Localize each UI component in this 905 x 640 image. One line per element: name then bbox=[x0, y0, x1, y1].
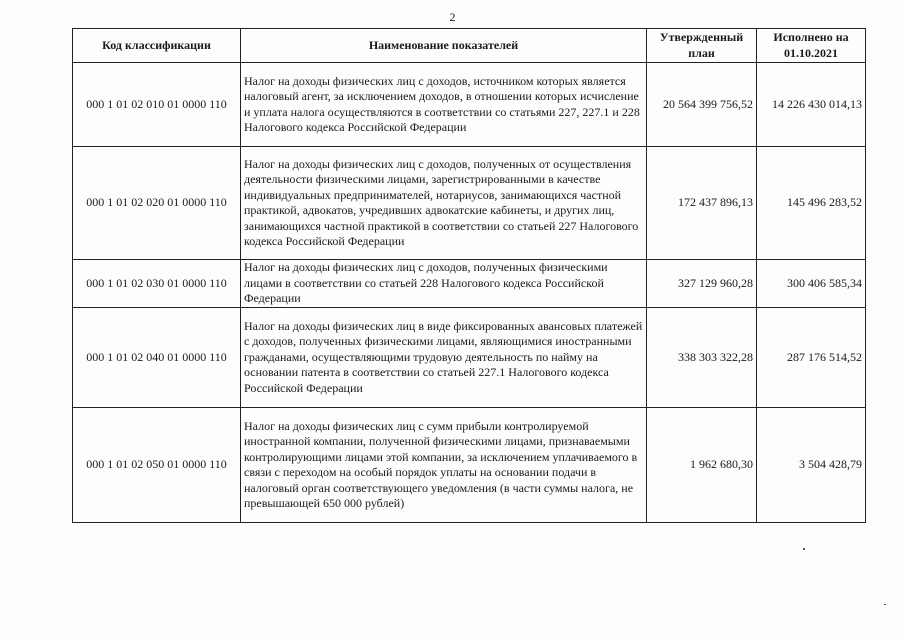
cell-name: Налог на доходы физических лиц с доходов, полученных физическими лицами в соответствии со статьей 228 Налогового кодекса Российской Федерации bbox=[241, 260, 647, 308]
cell-plan: 20 564 399 756,52 bbox=[647, 63, 757, 147]
scan-speck bbox=[884, 604, 886, 605]
cell-executed: 145 496 283,52 bbox=[757, 147, 866, 260]
table-row bbox=[73, 260, 866, 308]
header-plan: Утвержденный план bbox=[647, 29, 757, 63]
header-code: Код классификации bbox=[73, 29, 241, 63]
cell-name: Налог на доходы физических лиц с сумм прибыли контролируемой иностранной компании, полученной физическими лицами, признаваемыми контролирующими лицами этой компании, за исключением уплачиваемого в связи с переходом на особый порядок уплаты на основании подачи в налоговый орган соответствующего уведомления (в части суммы налога, не превышающей 650 000 рублей) bbox=[241, 408, 647, 523]
page-number: 2 bbox=[449, 10, 456, 24]
cell-plan: 1 962 680,30 bbox=[647, 408, 757, 523]
cell-code: 000 1 01 02 050 01 0000 110 bbox=[73, 408, 241, 523]
cell-plan: 338 303 322,28 bbox=[647, 308, 757, 408]
cell-code: 000 1 01 02 020 01 0000 110 bbox=[73, 147, 241, 260]
scan-speck bbox=[803, 548, 805, 550]
table-row bbox=[73, 147, 866, 260]
budget-table bbox=[72, 28, 866, 523]
cell-executed: 300 406 585,34 bbox=[757, 260, 866, 308]
table-header-row bbox=[73, 29, 866, 63]
cell-name: Налог на доходы физических лиц с доходов, полученных от осуществления деятельности физическими лицами, зарегистрированными в качестве индивидуальных предпринимателей, нотариусов, занимающихся частной практикой, адвокатов, учредивших адвокатские кабинеты, и других лиц, занимающихся частной практикой в соответствии со статьей 227 Налогового кодекса Российской Федерации bbox=[241, 147, 647, 260]
cell-executed: 287 176 514,52 bbox=[757, 308, 866, 408]
cell-plan: 172 437 896,13 bbox=[647, 147, 757, 260]
header-executed: Исполнено на 01.10.2021 bbox=[757, 29, 866, 63]
table-row bbox=[73, 408, 866, 523]
table-row bbox=[73, 63, 866, 147]
cell-code: 000 1 01 02 030 01 0000 110 bbox=[73, 260, 241, 308]
cell-name: Налог на доходы физических лиц в виде фиксированных авансовых платежей с доходов, полученных физическими лицами, являющимися иностранными гражданами, осуществляющими трудовую деятельность по найму на основании патента в соответствии со статьей 227.1 Налогового кодекса Российской Федерации bbox=[241, 308, 647, 408]
cell-executed: 14 226 430 014,13 bbox=[757, 63, 866, 147]
cell-plan: 327 129 960,28 bbox=[647, 260, 757, 308]
header-name: Наименование показателей bbox=[241, 29, 647, 63]
cell-code: 000 1 01 02 040 01 0000 110 bbox=[73, 308, 241, 408]
table-row bbox=[73, 308, 866, 408]
cell-code: 000 1 01 02 010 01 0000 110 bbox=[73, 63, 241, 147]
cell-executed: 3 504 428,79 bbox=[757, 408, 866, 523]
cell-name: Налог на доходы физических лиц с доходов, источником которых является налоговый агент, за исключением доходов, в отношении которых исчисление и уплата налога осуществляются в соответствии со статьями 227, 227.1 и 228 Налогового кодекса Российской Федерации bbox=[241, 63, 647, 147]
